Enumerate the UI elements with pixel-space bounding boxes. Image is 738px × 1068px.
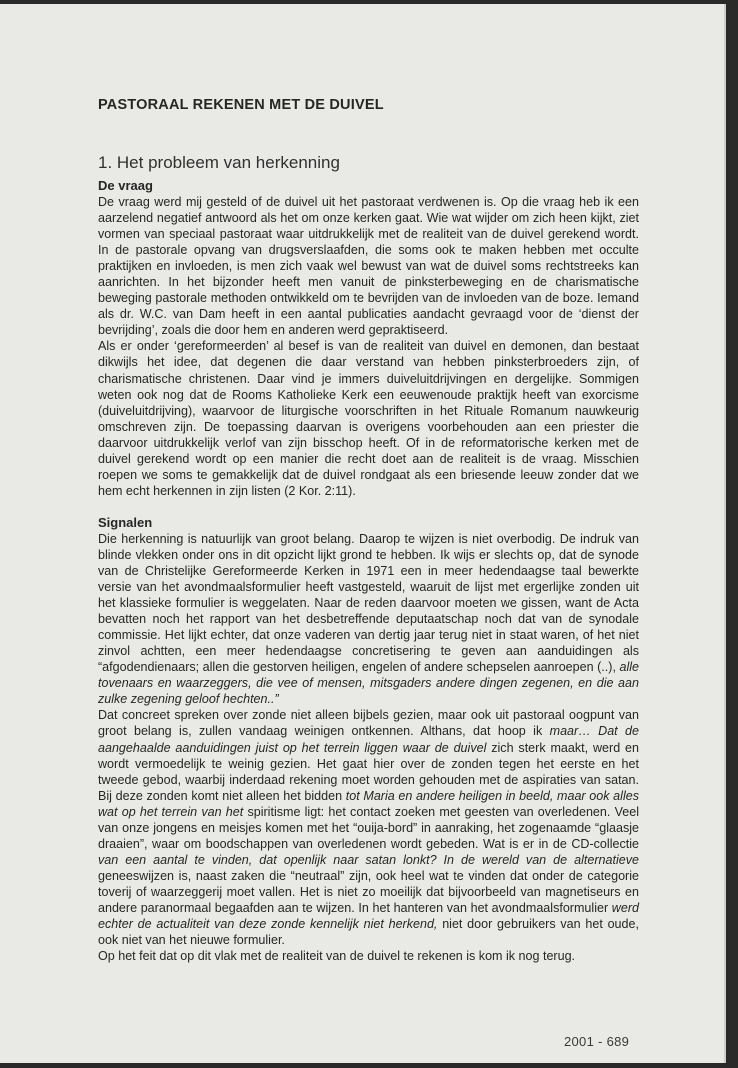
text-run: Dat concreet spreken over zonde niet alleen bijbels gezien, maar ook uit pastoraal oogpunt van groot belang is, zullen vandaag weinigen ontkennen. Althans, dat hoop ik <box>98 708 639 739</box>
paragraph <box>98 707 639 948</box>
page-sheet <box>0 4 726 1063</box>
text-run: geneeswijzen is, naast zaken die “neutraal” zijn, ook heel wat te vinden dat onder de categorie toverij of waarzeggerij moet vallen. Het is niet zo moeilijk dat bijvoorbeeld van magnetiseurs en andere paranormaal begaafden aan te wijzen. In het hanteren van het avondmaalsformulier <box>98 868 639 915</box>
article-title: PASTORAAL REKENEN MET DE DUIVEL <box>98 97 384 113</box>
text-run: zich sterk maakt, werd en wordt vermoedelijk te weinig gezien. Het gaat hier over de zonden tegen het eerste en het tweede gebod, waarbij inderdaad rekening moet worden gehouden met de aspiraties van satan. Bij deze zonden komt niet alleen het bidden <box>98 740 639 803</box>
article <box>98 96 639 964</box>
italic-text: werd echter de actualiteit van deze zonde kennelijk niet herkend, <box>98 900 639 932</box>
subheading-de-vraag: De vraag <box>98 178 153 193</box>
subheading-signalen: Signalen <box>98 514 153 530</box>
section-heading: 1. Het probleem van herkenning <box>98 153 340 172</box>
italic-text: maar… Dat de aangehaalde aanduidingen juist op het terrein liggen waar de duivel <box>98 724 639 755</box>
paragraph: Op het feit dat op dit vlak met de realiteit van de duivel te rekenen is kom ik nog terug. <box>98 949 576 964</box>
text-run: spiritisme ligt: het contact zoeken met geesten van overledenen. Veel van onze jongens en meisjes komen met het “ouija-bord” in aanraking, het zogenaamde “glaasje draaien”, waar om boodschappen van overledenen wordt gebeden. Wat is er in de CD-collectie <box>98 804 639 851</box>
paragraph <box>98 531 639 708</box>
paragraph: Als er onder ‘gereformeerden’ al besef is van de realiteit van duivel en demonen, dan bestaat dikwijls het idee, dat degenen die daar verstand van hebben pinksterbroeders zijn, of charismatische christenen. Daar vind je immers duiveluitdrijvingen en dergelijke. Sommigen weten ook nog dat de Rooms Katholieke Kerk een eeuwenoude praktijk heeft van exorcisme (duiveluitdrijving), waarvoor de liturgische voorschriften in het Rituale Romanum nauwkeurig omschreven zijn. De toepassing daarvan is overigens voorbehouden aan een priester die daarvoor uitdrukkelijk verlof van zijn bisschop heeft. Of in de reformatorische kerken met de duivel gerekend wordt op een manier die recht doet aan de realiteit is de vraag. Misschien roepen we soms te gemakkelijk dat de duivel rondgaat als een briesende leeuw zonder dat we hem echt herkennen in zijn listen (2 Kor. 2:11). <box>98 339 639 498</box>
italic-text: tot Maria en andere heiligen in beeld, maar ook alles wat op het terrein van het <box>98 788 639 819</box>
text-run: niet door gebruikers van het oude, ook niet van het nieuwe formulier. <box>98 917 639 948</box>
italic-quote: alle tovenaars en waarzeggers, die vee of mensen, mitsgaders andere dingen zegenen, en die aan zulke zegening geloof hechten..” <box>98 660 639 707</box>
paragraph: De vraag werd mij gesteld of de duivel uit het pastoraat verdwenen is. Op die vraag heb ik een aarzelend negatief antwoord als het om onze kerken gaat. Wie wat wijder om zich heen kijkt, ziet vormen van speciaal pastoraat waar uitdrukkelijk met de realiteit van de duivel gerekend wordt. In de pastorale opvang van drugsverslaafden, die soms ook te maken hebben met occulte praktijken en invloeden, is men zich vaak wel bewust van wat de duivel soms rechtstreeks kan aanrichten. In het bijzonder heeft men vanuit de pinksterbeweging en de charismatische beweging pastorale methoden ontwikkeld om te bevrijden van de invloeden van de boze. Iemand als dr. W.C. van Dam heeft in een aantal publicaties aandacht gevraagd voor de ‘dienst der bevrijding’, zoals die door hem en anderen werd gepraktiseerd. <box>98 195 639 338</box>
page-number: 2001 - 689 <box>564 1034 630 1049</box>
text-run: Die herkenning is natuurlijk van groot belang. Daarop te wijzen is niet overbodig. De indruk van blinde vlekken onder ons in dit opzicht lijkt grond te hebben. Ik wijs er slechts op, dat de synode van de Christelijke Gereformeerde Kerken in 1971 een in meer hedendaagse taal bewerkte versie van het avondmaalsformulier heeft vastgesteld, waaruit de lijst met ergerlijke zonden uit het klassieke formulier is weggelaten. Naar de reden daarvoor moeten we gissen, want de Acta bevatten noch het rapport van het desbetreffende deputaatschap noch dat van de synodale commissie. Het lijkt echter, dat onze vaderen van dertig jaar terug niet in staat waren, of het niet zinvol achtten, een meer hedendaagse concretisering te geven aan aanduidingen als “afgodendienaars; allen die gestorven heiligen, engelen of andere schepselen aanroepen (..), <box>98 531 639 675</box>
italic-text: van een aantal te vinden, dat openlijk naar satan lonkt? In de wereld van de alternatieve <box>98 852 639 867</box>
